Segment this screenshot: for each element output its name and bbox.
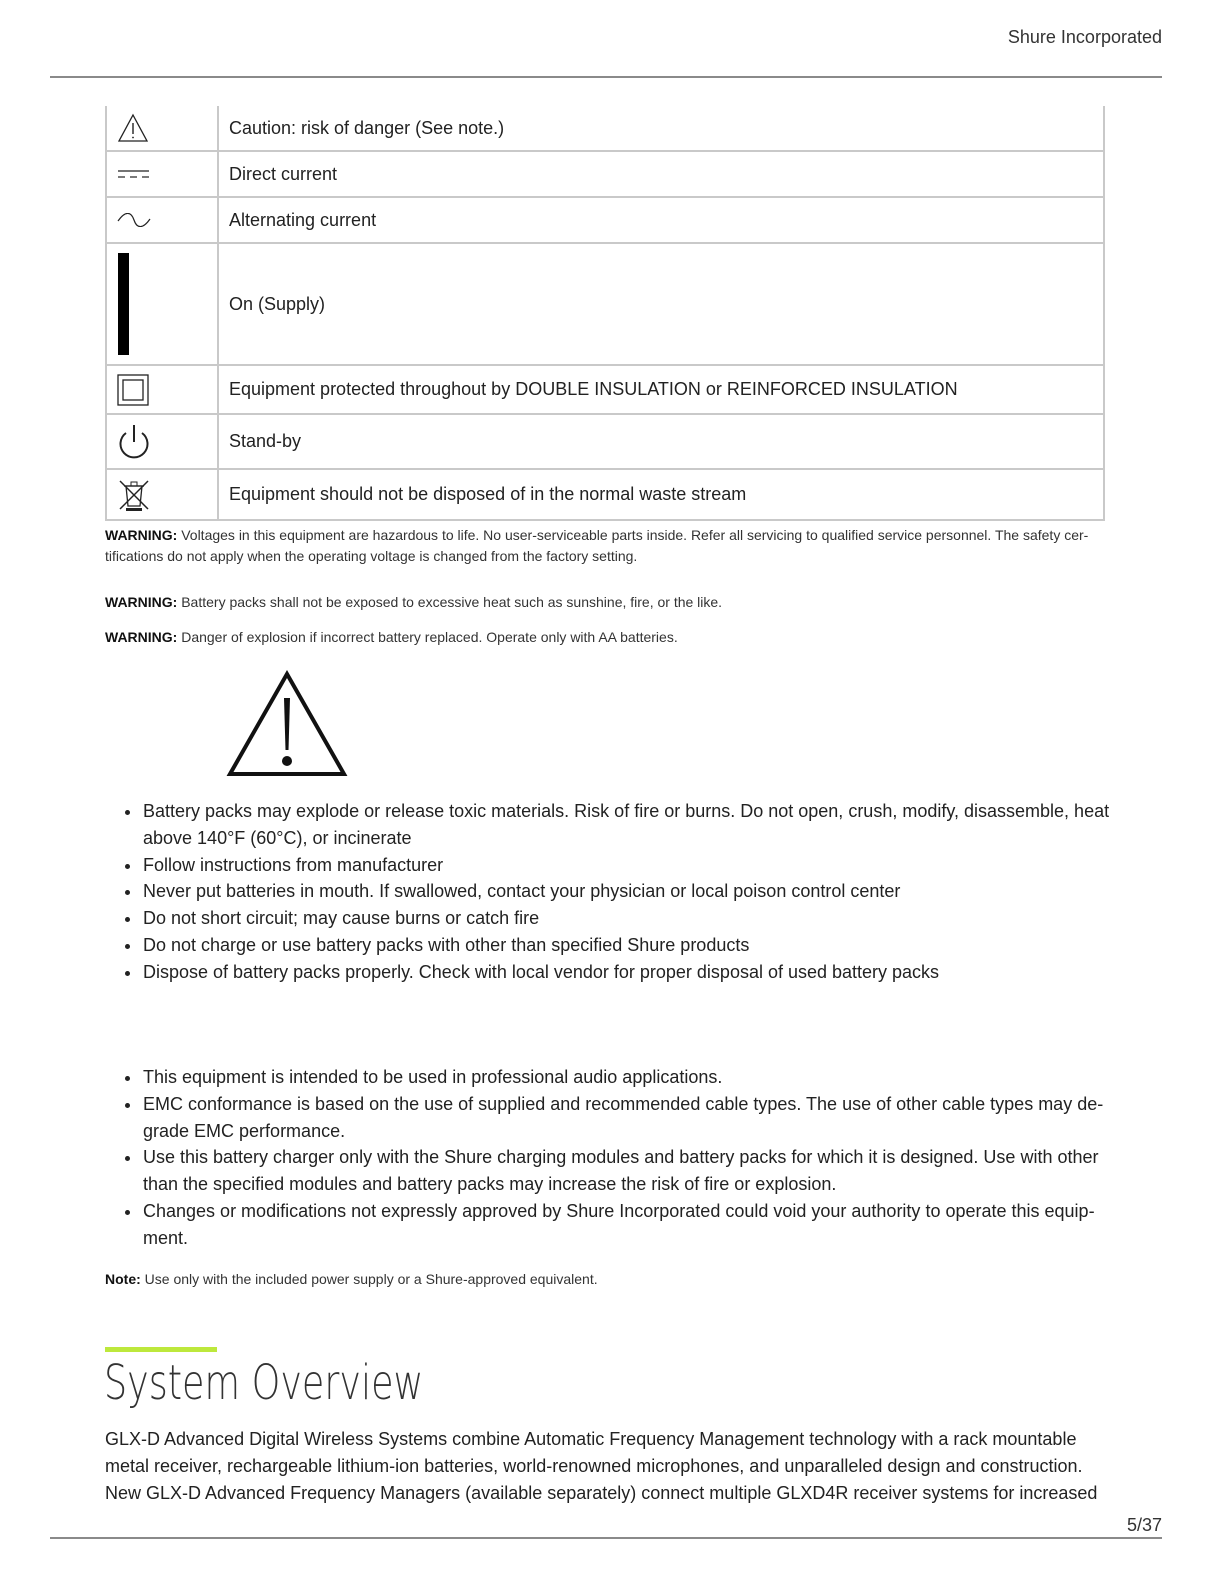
standby-icon <box>117 423 207 461</box>
warning-text: Battery packs shall not be exposed to excessive heat such as sunshine, fire, or the like. <box>177 594 723 610</box>
page-number: 5/37 <box>1126 1515 1162 1535</box>
caution-triangle-icon <box>117 113 207 143</box>
list-item: • Changes or modifications not expressly approved by Shure Incorporated could void your authority to operate this equipment. <box>142 1198 1132 1252</box>
note-text: Use only with the included power supply or a Shure-approved equivalent. <box>140 1271 598 1287</box>
list-item: • Follow instructions from manufacturer <box>142 852 1132 879</box>
weee-crossed-bin-icon <box>117 478 207 512</box>
symbol-description: Equipment should not be disposed of in the normal waste stream <box>218 469 1104 520</box>
symbol-description: Alternating current <box>218 197 1104 243</box>
header-company: Shure Incorporated <box>1007 27 1162 47</box>
note-label: Note: <box>105 1271 141 1287</box>
header-divider <box>50 76 1162 78</box>
symbol-description: Caution: risk of danger (See note.) <box>218 106 1104 151</box>
table-row <box>106 197 1104 243</box>
table-row <box>106 469 1104 520</box>
list-item: • Do not short circuit; may cause burns or catch fire <box>142 905 1132 932</box>
equipment-notice-list <box>118 1064 1132 1252</box>
section-title: System Overview <box>104 1355 424 1411</box>
on-supply-icon <box>117 252 207 356</box>
battery-safety-list <box>118 798 1132 986</box>
double-insulation-icon <box>117 374 207 406</box>
list-item: • Never put batteries in mouth. If swallowed, contact your physician or local poison control center <box>142 878 1132 905</box>
table-row <box>106 106 1104 151</box>
warning-text: Voltages in this equipment are hazardous to life. No user-serviceable parts inside. Refer all servicing to qualified service personnel. The safety certifications do not apply when the operating voltage is changed from the factory setting. <box>105 527 1089 564</box>
table-row <box>106 151 1104 197</box>
warning-paragraph <box>105 627 1110 648</box>
footer-divider <box>50 1537 1162 1539</box>
list-item: • Do not charge or use battery packs with other than specified Shure products <box>142 932 1132 959</box>
warning-label: WARNING: <box>105 594 178 610</box>
section-accent-bar <box>105 1347 217 1352</box>
symbol-description: Direct current <box>218 151 1104 197</box>
section-body: GLX-D Advanced Digital Wireless Systems combine Automatic Frequency Management technology with a rack mountable metal receiver, rechargeable lithium-ion batteries, world-renowned microphones, and unparalleled design and construction. New GLX-D Advanced Frequency Managers (available separately) connect multiple GLXD4R receiver systems for increased <box>105 1429 1098 1503</box>
warning-triangle-icon <box>226 670 348 783</box>
table-row <box>106 243 1104 365</box>
note-paragraph <box>105 1269 1110 1290</box>
symbol-description: Equipment protected throughout by DOUBLE INSULATION or REINFORCED INSULATION <box>218 365 1104 414</box>
table-row <box>106 365 1104 414</box>
warning-label: WARNING: <box>105 527 178 543</box>
symbol-description: On (Supply) <box>218 243 1104 365</box>
warning-paragraph <box>105 525 1110 567</box>
list-item: • EMC conformance is based on the use of supplied and recommended cable types. The use of other cable types may degrade EMC performance. <box>142 1091 1132 1145</box>
list-item: • Use this battery charger only with the Shure charging modules and battery packs for which it is designed. Use with other than the specified modules and battery packs may increase the risk of fire or explosion. <box>142 1144 1132 1198</box>
list-item: • Battery packs may explode or release toxic materials. Risk of fire or burns. Do not open, crush, modify, disassemble, heat above 140°F (60°C), or incinerate <box>142 798 1132 852</box>
list-item: • This equipment is intended to be used in professional audio applications. <box>142 1064 1132 1091</box>
symbols-table <box>105 106 1105 521</box>
warning-paragraph <box>105 592 1110 613</box>
direct-current-icon <box>117 167 207 181</box>
table-row <box>106 414 1104 469</box>
warning-text: Danger of explosion if incorrect battery replaced. Operate only with AA batteries. <box>177 629 678 645</box>
symbol-description: Stand-by <box>218 414 1104 469</box>
list-item: • Dispose of battery packs properly. Check with local vendor for proper disposal of used battery packs <box>142 959 1132 986</box>
alternating-current-icon <box>117 213 207 227</box>
warning-label: WARNING: <box>105 629 178 645</box>
